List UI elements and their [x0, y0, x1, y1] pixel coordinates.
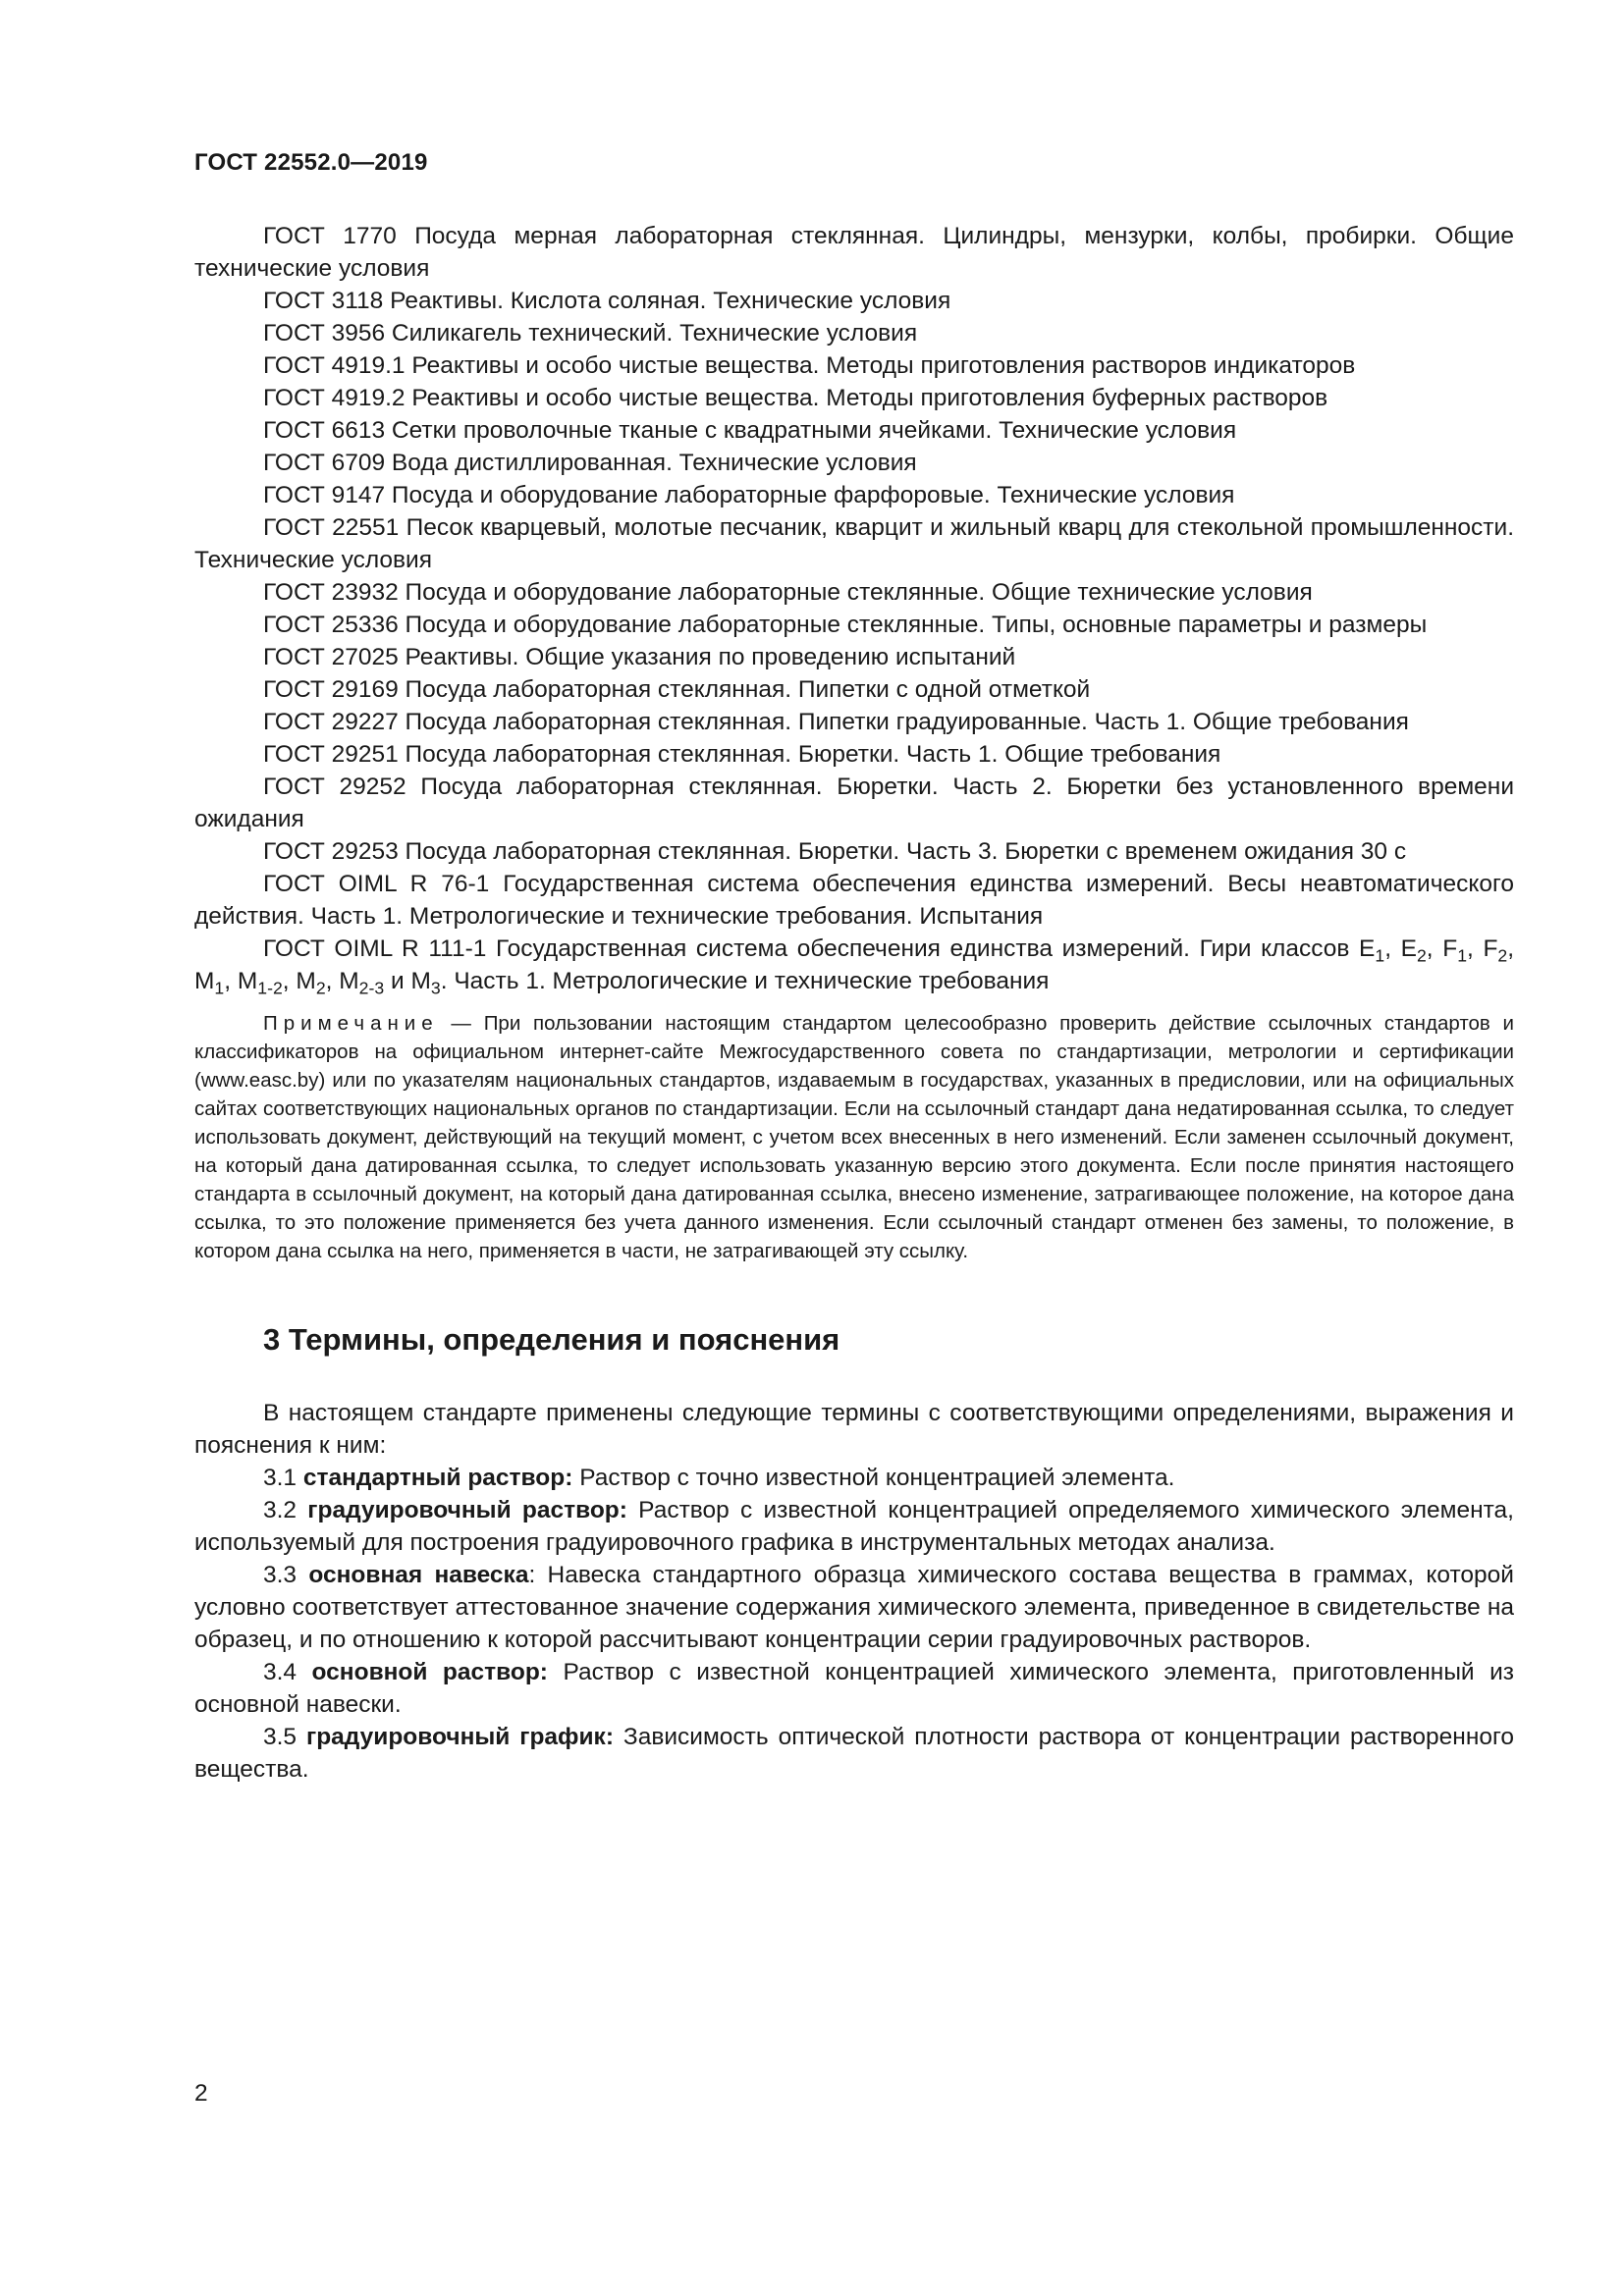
note-label: Примечание [263, 1012, 439, 1035]
section-intro: В настоящем стандарте применены следующие термины с соответствующими определениями, выражения и пояснения к ним: [194, 1400, 1514, 1459]
reference-item [194, 479, 1514, 511]
reference-title: Реактивы. Кислота соляная. Технические условия [390, 288, 951, 314]
term-number: 3.5 [263, 1724, 298, 1750]
reference-title: Сетки проволочные тканые с квадратными ячейками. Технические условия [391, 417, 1237, 444]
reference-code: ГОСТ OIML R 76-1 [263, 871, 490, 897]
term-name: основной раствор: [311, 1659, 548, 1685]
reference-title: Реактивы. Общие указания по проведению испытаний [405, 644, 1016, 670]
reference-item [194, 414, 1514, 447]
reference-code: ГОСТ 4919.2 [263, 385, 406, 411]
reference-title: Посуда и оборудование лабораторные стеклянные. Общие технические условия [405, 579, 1313, 606]
term-name: градуировочный график: [305, 1724, 614, 1750]
reference-title: Посуда лабораторная стеклянная. Пипетки градуированные. Часть 1. Общие требования [405, 709, 1409, 735]
term-item [194, 1462, 1514, 1494]
reference-title: Вода дистиллированная. Технические условия [391, 450, 917, 476]
term-definition: Зависимость оптической плотности раствора от концентрации растворенного вещества. [194, 1724, 1515, 1783]
reference-item [194, 576, 1514, 609]
reference-title: Посуда и оборудование лабораторные фарфоровые. Технические условия [391, 482, 1235, 508]
reference-item [194, 447, 1514, 479]
reference-title: Посуда лабораторная стеклянная. Бюретки. Часть 3. Бюретки с временем ожидания 30 с [405, 838, 1407, 865]
term-name: стандартный раствор: [302, 1465, 573, 1491]
reference-title: Посуда лабораторная стеклянная. Бюретки. Часть 2. Бюретки без установленного времени ожидания [194, 774, 1515, 832]
term-item [194, 1721, 1514, 1786]
document-header: ГОСТ 22552.0—2019 [194, 149, 428, 176]
reference-code: ГОСТ 29253 [263, 838, 399, 865]
references-note [194, 1009, 1514, 1265]
reference-code: ГОСТ 3956 [263, 320, 386, 347]
term-number: 3.3 [263, 1562, 298, 1588]
term-definition: Раствор с известной концентрацией определяемого химического элемента, используемый для построения градуировочного графика в инструментальных методах анализа. [194, 1497, 1514, 1556]
reference-code: ГОСТ 6613 [263, 417, 386, 444]
reference-title: Государственная система обеспечения единства измерений. Гири классов $E_1$, $E_2$, $F_1$, $F_2$, $M_1$, $M_{1-2}$, $M_2$, $M_{2-3}$ и $M_3$. Часть 1. Метрологические и технические требования [194, 935, 1515, 998]
reference-code: ГОСТ 29169 [263, 676, 399, 703]
reference-title: Посуда лабораторная стеклянная. Бюретки. Часть 1. Общие требования [405, 741, 1221, 768]
reference-item [194, 868, 1514, 933]
term-item [194, 1656, 1514, 1721]
reference-item [194, 835, 1514, 868]
reference-item [194, 220, 1514, 285]
reference-title: Посуда мерная лабораторная стеклянная. Цилиндры, мензурки, колбы, пробирки. Общие технические условия [194, 223, 1514, 282]
normative-references-list [194, 220, 1514, 997]
reference-item [194, 673, 1514, 706]
reference-code: ГОСТ 27025 [263, 644, 399, 670]
reference-title: Посуда лабораторная стеклянная. Пипетки с одной отметкой [405, 676, 1091, 703]
reference-item [194, 738, 1514, 771]
reference-code: ГОСТ 6709 [263, 450, 386, 476]
reference-item [194, 317, 1514, 349]
term-number: 3.1 [263, 1465, 298, 1491]
term-definition: Раствор с точно известной концентрацией элемента. [579, 1465, 1175, 1491]
term-definition: : Навеска стандартного образца химического состава вещества в граммах, которой условно соответствует аттестованное значение содержания химического элемента, приведенное в свидетельстве на образец, и по отношению к которой рассчитывают концентрации серии градуировочных растворов. [194, 1562, 1514, 1653]
reference-title: Песок кварцевый, молотые песчаник, кварцит и жильный кварц для стекольной промышленности. Технические условия [194, 514, 1515, 573]
reference-code: ГОСТ 29251 [263, 741, 399, 768]
term-number: 3.2 [263, 1497, 298, 1523]
reference-title: Реактивы и особо чистые вещества. Методы приготовления растворов индикаторов [411, 352, 1356, 379]
term-item [194, 1559, 1514, 1656]
reference-title: Силикагель технический. Технические условия [391, 320, 918, 347]
reference-item [194, 609, 1514, 641]
reference-item [194, 285, 1514, 317]
term-name: основная навеска [308, 1562, 529, 1588]
reference-item [194, 511, 1514, 576]
reference-code: ГОСТ 3118 [263, 288, 384, 314]
term-number: 3.4 [263, 1659, 298, 1685]
reference-code: ГОСТ OIML R 111-1 [263, 935, 487, 962]
reference-item [194, 349, 1514, 382]
reference-code: ГОСТ 9147 [263, 482, 386, 508]
reference-code: ГОСТ 4919.1 [263, 352, 406, 379]
reference-code: ГОСТ 1770 [263, 223, 397, 249]
reference-code: ГОСТ 25336 [263, 612, 399, 638]
page-number: 2 [194, 2080, 208, 2107]
reference-title: Посуда и оборудование лабораторные стеклянные. Типы, основные параметры и размеры [405, 612, 1428, 638]
reference-title: Реактивы и особо чистые вещества. Методы приготовления буферных растворов [411, 385, 1328, 411]
reference-item [194, 771, 1514, 835]
reference-code: ГОСТ 22551 [263, 514, 400, 541]
note-text: — При пользовании настоящим стандартом целесообразно проверить действие ссылочных стандартов и классификаторов на официальном интернет-сайте Межгосударственного совета по стандартизации, метрологии и сертификации (www.easc.by) или по указателям национальных стандартов, издаваемым в государствах, указанных в предисловии, или на официальных сайтах соответствующих национальных органов по стандартизации. Если на ссылочный стандарт дана недатированная ссылка, то следует использовать документ, действующий на текущий момент, с учетом всех внесенных в него изменений. Если заменен ссылочный документ, на который дана датированная ссылка, то следует использовать указанную версию этого документа. Если после принятия настоящего стандарта в ссылочный документ, на который дана датированная ссылка, внесено изменение, затрагивающее положение, на которое дана ссылка, то это положение применяется без учета данного изменения. Если ссылочный стандарт отменен без замены, то положение, в котором дана ссылка на него, применяется в части, не затрагивающей эту ссылку. [194, 1012, 1514, 1262]
term-definition: Раствор с известной концентрацией химического элемента, приготовленный из основной навески. [194, 1659, 1514, 1718]
reference-item [194, 706, 1514, 738]
reference-code: ГОСТ 29252 [263, 774, 406, 800]
term-item [194, 1494, 1514, 1559]
term-name: градуировочный раствор: [307, 1497, 627, 1523]
reference-item [194, 933, 1514, 997]
reference-item [194, 641, 1514, 673]
reference-item [194, 382, 1514, 414]
document-body [194, 220, 1514, 1786]
reference-title: Государственная система обеспечения единства измерений. Весы неавтоматического действия. Часть 1. Метрологические и технические требования. Испытания [194, 871, 1514, 930]
reference-code: ГОСТ 29227 [263, 709, 399, 735]
reference-code: ГОСТ 23932 [263, 579, 399, 606]
section-title: 3 Термины, определения и пояснения [263, 1322, 840, 1357]
